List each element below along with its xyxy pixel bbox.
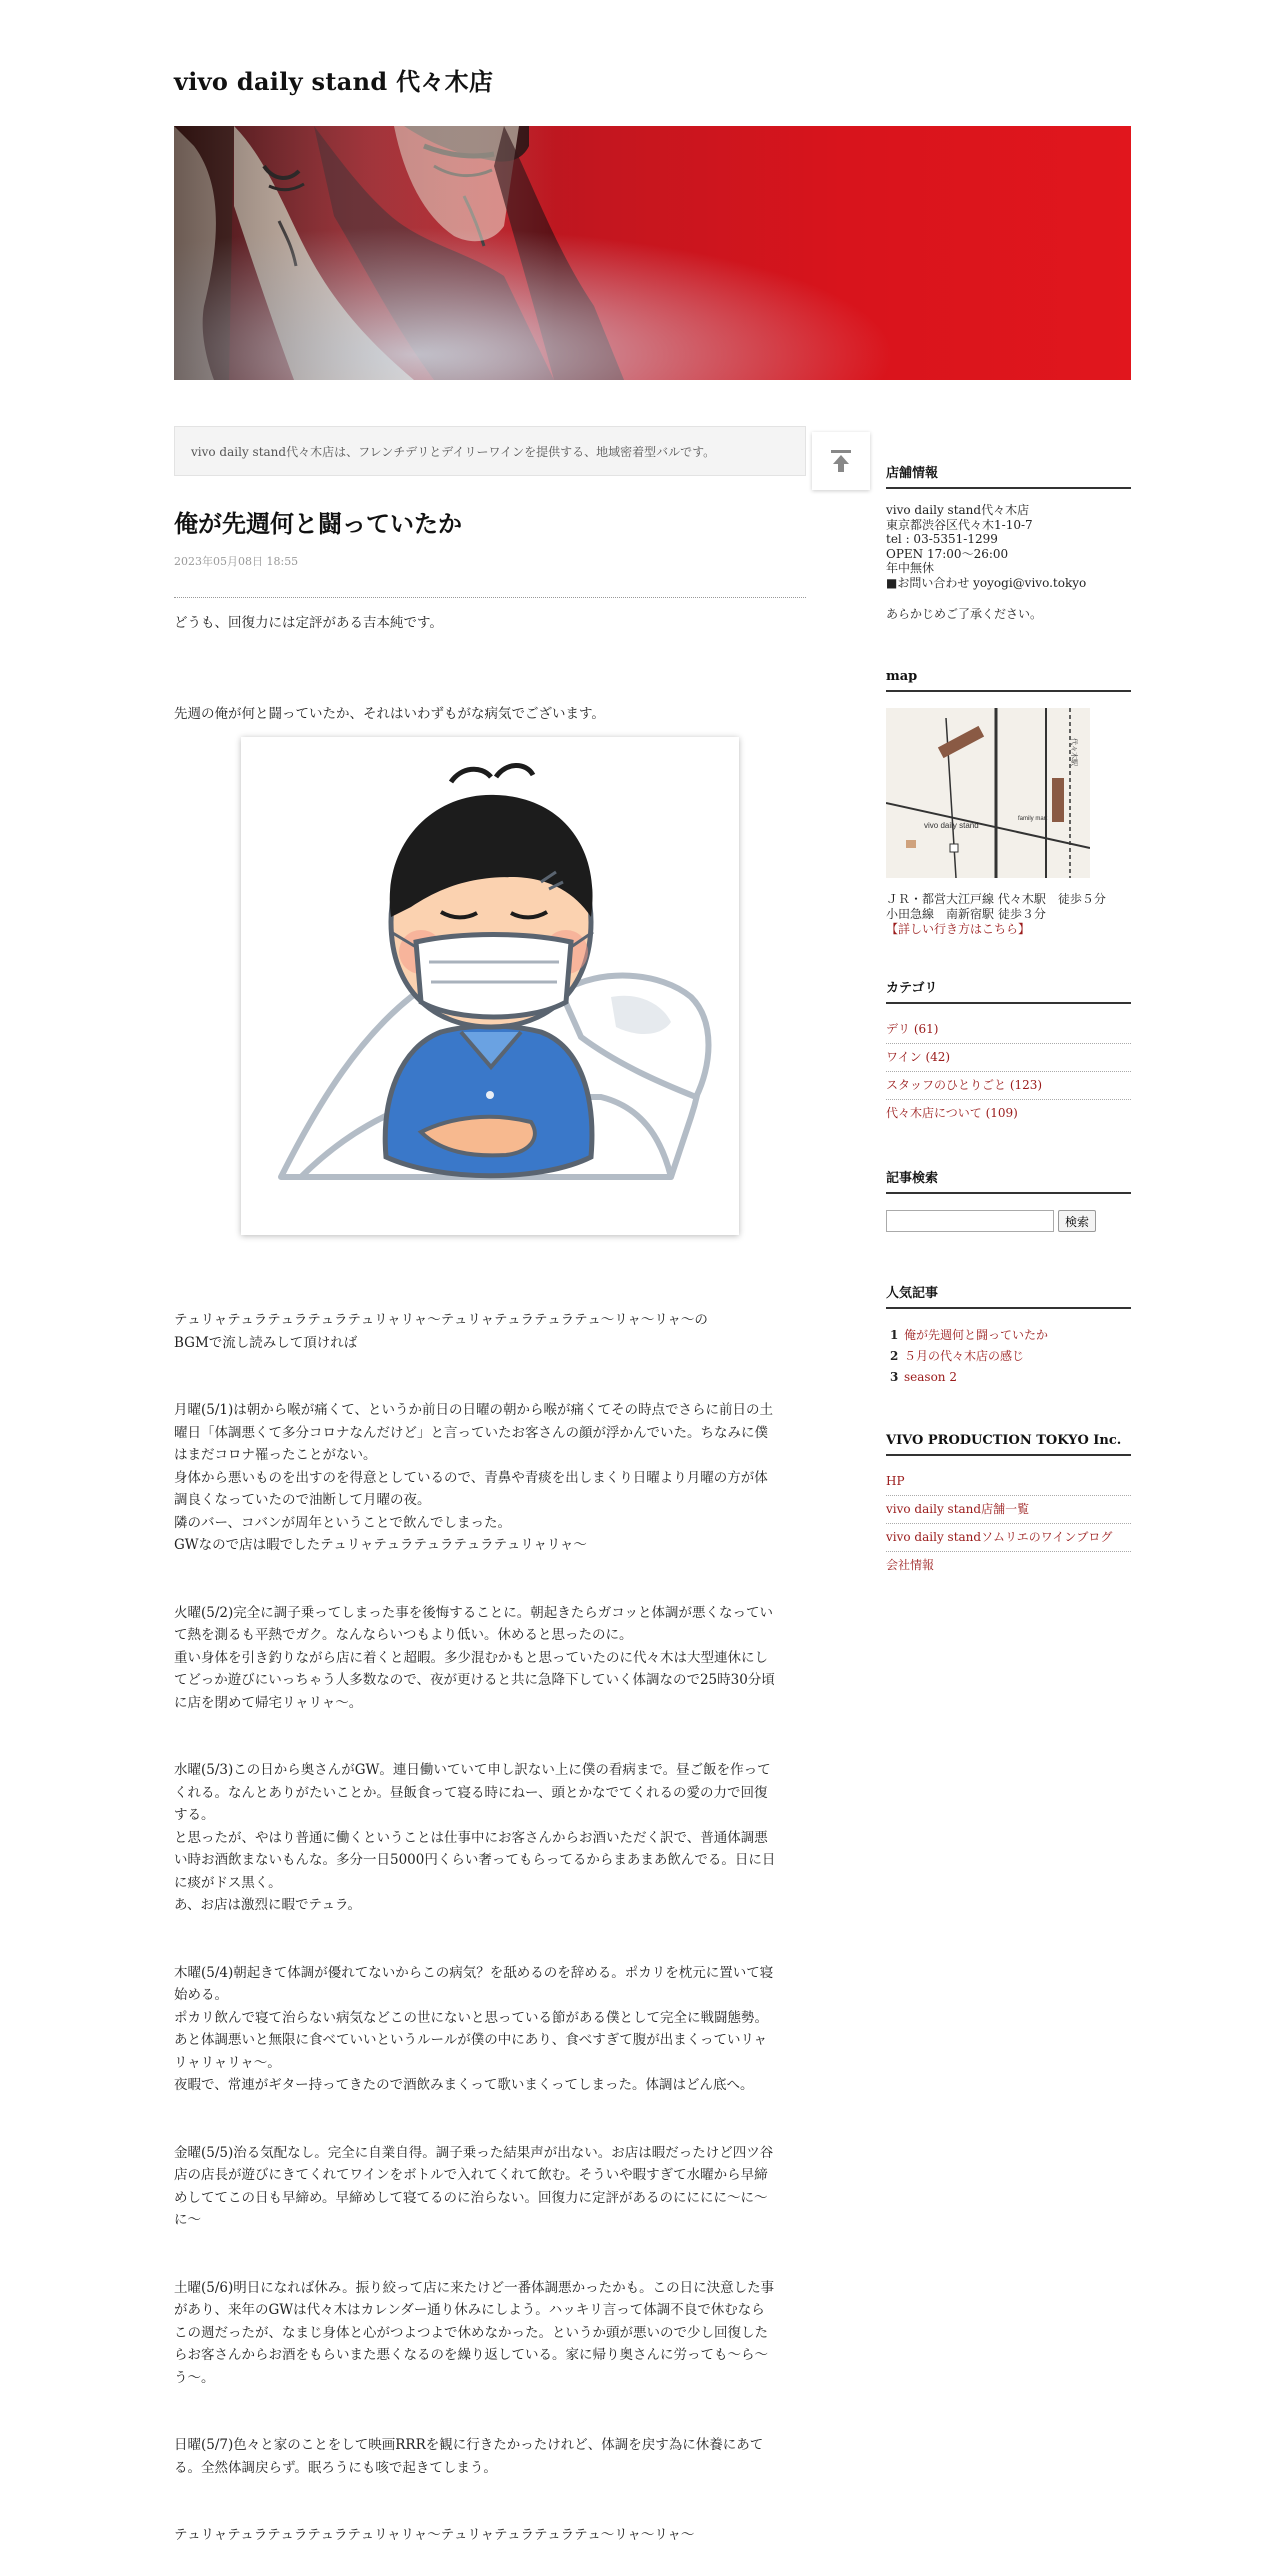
- search-button[interactable]: 検索: [1058, 1210, 1096, 1232]
- header-image: [174, 126, 1131, 380]
- shop-info-line: 東京都渋谷区代々木1-10-7: [886, 517, 1033, 532]
- category-item: [886, 1016, 1131, 1044]
- sick-person-illustration: [241, 737, 739, 1235]
- category-link[interactable]: デリ (61): [886, 1022, 939, 1036]
- search-title: 記事検索: [886, 1167, 1131, 1194]
- category-item: [886, 1072, 1131, 1100]
- map-widget: [886, 669, 1131, 937]
- map-label-vivo: vivo daily stand: [924, 821, 979, 830]
- main-content: [174, 426, 806, 2547]
- map-label-family-mart: family mart: [1018, 816, 1048, 822]
- popular-rank: 3: [890, 1370, 899, 1384]
- shop-info-line: OPEN 17:00～26:00: [886, 546, 1009, 561]
- post-paragraphs: [174, 1309, 806, 2547]
- company-title: VIVO PRODUCTION TOKYO Inc.: [886, 1433, 1131, 1456]
- shop-info-lines: [886, 503, 1131, 590]
- category-link[interactable]: 代々木店について (109): [886, 1106, 1018, 1120]
- popular-link[interactable]: ５月の代々木店の感じ: [904, 1349, 1025, 1363]
- company-link[interactable]: HP: [886, 1474, 905, 1488]
- site-title[interactable]: vivo daily stand 代々木店: [174, 67, 494, 96]
- post-paragraph: テュリャテュラテュラテュラテュリャリャ〜テュリャテュラテュラテュ〜リャ〜リャ〜: [174, 2527, 695, 2543]
- blog-description: vivo daily stand代々木店は、フレンチデリとデイリーワインを提供する、地域密着型バルです。: [174, 426, 806, 476]
- post-paragraph: 水曜(5/3)この日から奥さんがGW。連日働いていて申し訳ない上に僕の看病まで。昼ご飯を作って くれる。なんとありがたいことか。昼飯食って寝る時にねー、頭とかなでてくれるの愛の力で回復 する。 と思ったが、やはり普通に働くということは仕事中にお客さんからお酒いただく訳で、普通体調悪 い時お酒飲まないもんな。多分一日5000円くらい奢ってもらってるからまあまあ飲んでる。日に日 に痰がドス黒く。 あ、お店は激烈に暇でテュラ。: [174, 1762, 776, 1913]
- sidebar: [886, 462, 1131, 1579]
- post-paragraph: 日曜(5/7)色々と家のことをして映画RRRを観に行きたかったけれど、体調を戻す為に休養にあて る。全然体調戻らず。眠ろうにも咳で起きてしまう。: [174, 2437, 764, 2476]
- popular-link[interactable]: season 2: [904, 1370, 957, 1384]
- post-paragraph: テュリャテュラテュラテュラテュリャリャ〜テュリャテュラテュラテュ〜リャ〜リャ〜の BGMで流し読みして頂ければ: [174, 1312, 708, 1351]
- popular-link[interactable]: 俺が先週何と闘っていたか: [904, 1328, 1049, 1342]
- post-title[interactable]: 俺が先週何と闘っていたか: [174, 509, 462, 538]
- back-to-top-button[interactable]: [812, 432, 870, 490]
- post-body: [174, 612, 806, 2547]
- popular-title: 人気記事: [886, 1282, 1131, 1309]
- arrow-up-to-line-icon: [830, 449, 852, 473]
- search-form: [886, 1210, 1131, 1232]
- popular-rank: 2: [890, 1349, 899, 1363]
- shop-info-line: tel : 03-5351-1299: [886, 532, 998, 546]
- shop-info-line: 年中無休: [886, 561, 935, 575]
- category-list: [886, 1016, 1131, 1127]
- shop-info-widget: [886, 462, 1131, 622]
- company-item: [886, 1468, 1131, 1496]
- map-label-station: 代々木駅: [1070, 738, 1077, 766]
- categories-widget: [886, 977, 1131, 1127]
- post-lead: 先週の俺が何と闘っていたか、それはいわずもがな病気でございます。: [174, 705, 605, 722]
- popular-list: [886, 1325, 1131, 1388]
- categories-title: カテゴリ: [886, 977, 1131, 1004]
- sick-in-bed-icon: [241, 737, 739, 1235]
- shop-info-line: ■お問い合わせ yoyogi@vivo.tokyo: [886, 575, 1087, 590]
- company-link[interactable]: 会社情報: [886, 1558, 935, 1572]
- popular-item: [886, 1367, 1131, 1388]
- category-item: [886, 1100, 1131, 1127]
- company-item: [886, 1524, 1131, 1552]
- post-paragraph: 金曜(5/5)治る気配なし。完全に自業自得。調子乗った結果声が出ない。お店は暇だったけど四ツ谷 店の店長が遊びにきてくれてワインをボトルで入れてくれて飲む。そういや暇すぎて水曜から早締 めしててこの日も早締め。早締めして寝てるのに治らない。回復力に定評があるのにににに〜に〜 に〜: [174, 2144, 774, 2228]
- search-input[interactable]: [886, 1210, 1054, 1232]
- post-paragraph: 木曜(5/4)朝起きて体調が優れてないからこの病気？を舐めるのを辞める。ポカリを枕元に置いて寝 始める。 ポカリ飲んで寝て治らない病気などこの世にないと思っている節がある僕として完全に戦闘態勢。 あと体調悪いと無限に食べていいというルールが僕の中にあり、食べすぎて腹が出まくっていリャ リャリャリャ〜。 夜暇で、常連がギター持ってきたので酒飲みまくって歌いまくってしまった。体調はどん底へ。: [174, 1964, 774, 2093]
- post-divider: [174, 597, 806, 598]
- popular-item: [886, 1325, 1131, 1346]
- shop-info-title: 店舗情報: [886, 462, 1131, 489]
- company-item: [886, 1552, 1131, 1579]
- access-line-2: 小田急線 南新宿駅 徒歩３分: [886, 907, 1046, 921]
- company-link-list: [886, 1468, 1131, 1579]
- category-link[interactable]: スタッフのひとりごと (123): [886, 1078, 1043, 1092]
- map-image[interactable]: [886, 708, 1090, 878]
- map-title: map: [886, 669, 1131, 692]
- search-widget: [886, 1167, 1131, 1232]
- map-detail-link[interactable]: 【詳しい行き方はこちら】: [886, 922, 1031, 936]
- category-link[interactable]: ワイン (42): [886, 1050, 951, 1064]
- company-item: [886, 1496, 1131, 1524]
- popular-rank: 1: [890, 1328, 899, 1342]
- shop-info-note: あらかじめご了承ください。: [886, 607, 1043, 621]
- map-icon: [886, 708, 1090, 878]
- post-date: 2023年05月08日 18:55: [174, 555, 299, 568]
- popular-item: [886, 1346, 1131, 1367]
- post-intro: どうも、回復力には定評がある吉本純です。: [174, 615, 443, 631]
- post-paragraph: 月曜(5/1)は朝から喉が痛くて、というか前日の日曜の朝から喉が痛くてその時点でさらに前日の土 曜日「体調悪くて多分コロナなんだけど」と言っていたお客さんの顔が浮かんでいた。ちなみに僕 はまだコロナ罹ったことがない。 身体から悪いものを出すのを得意としているので、青鼻や青痰を出しまくり日曜より月曜の方が体 調良くなっていたので油断して月曜の夜。 隣のバー、コバンが周年ということで飲んでしまった。 GWなので店は暇でしたテュリャテュラテュラテュラテュリャリャ〜: [174, 1402, 773, 1553]
- company-link[interactable]: vivo daily standソムリエのワインブログ: [886, 1530, 1113, 1544]
- post-paragraph: 火曜(5/2)完全に調子乗ってしまった事を後悔することに。朝起きたらガコッと体調が悪くなってい て熱を測るも平熱でガク。なんならいつもより低い。休めると思ったのに。 重い身体を引き釣りながら店に着くと超暇。多少混むかもと思っていたのに代々木は大型連休にし てどっか遊びにいっちゃう人多数なので、夜が更けると共に急降下していく体調なので25時30分頃 に店を閉めて帰宅リャリャ〜。: [174, 1604, 775, 1711]
- category-item: [886, 1044, 1131, 1072]
- popular-widget: [886, 1282, 1131, 1388]
- access-line-1: ＪＲ・都営大江戸線 代々木駅 徒歩５分: [886, 892, 1106, 906]
- shop-info-line: vivo daily stand代々木店: [886, 503, 1030, 517]
- mural-illustration: [174, 126, 1131, 380]
- post-paragraph: 土曜(5/6)明日になれば休み。振り絞って店に来たけど一番体調悪かったかも。この日に決意した事 があり、来年のGWは代々木はカレンダー通り休みにしよう。ハッキリ言って体調不良で休むなら この週だったが、なまじ身体と心がつよつよで休めなかった。というか頭が悪いので少し回復した らお客さんからお酒をもらいまた悪くなるのを繰り返している。家に帰り奥さんに労っても〜ら〜 う〜。: [174, 2279, 775, 2386]
- company-link[interactable]: vivo daily stand店舗一覧: [886, 1502, 1030, 1516]
- company-widget: [886, 1433, 1131, 1579]
